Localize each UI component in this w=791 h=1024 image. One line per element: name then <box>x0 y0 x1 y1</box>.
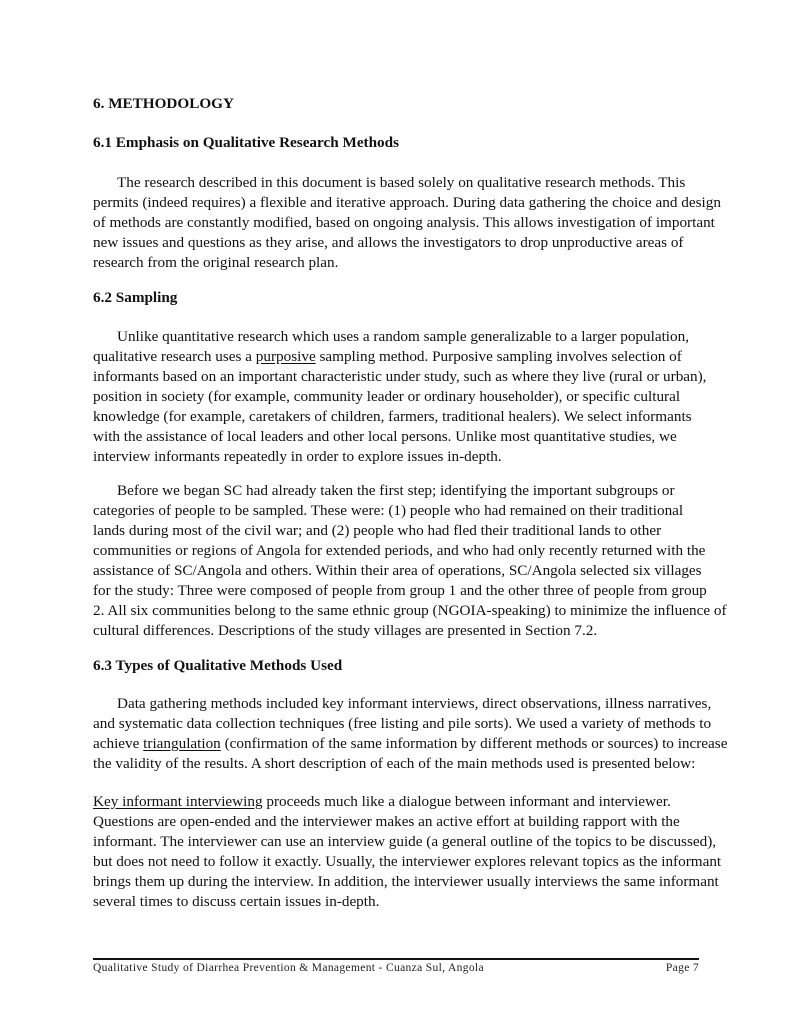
paragraph-sampling <box>93 327 707 467</box>
text-line: The research described in this document is based solely on qualitative research methods. This <box>117 174 686 191</box>
term-triangulation: triangulation <box>143 735 221 752</box>
text-line: knowledge (for example, caretakers of children, farmers, traditional healers). We select informants <box>93 408 692 425</box>
text-line: position in society (for example, community leader or ordinary householder), or specific cultural <box>93 388 681 405</box>
text-line <box>93 792 703 812</box>
text-fragment: qualitative research uses a <box>93 348 256 365</box>
footer-title: Qualitative Study of Diarrhea Prevention & Management - Cuanza Sul, Angola <box>93 962 484 974</box>
text-line: communities or regions of Angola for extended periods, and who had only recently returned with the <box>93 542 706 559</box>
text-fragment: sampling method. Purposive sampling involves selection of <box>315 348 682 365</box>
text-line <box>93 734 728 754</box>
page-number: Page 7 <box>665 962 699 974</box>
section-heading-6-3: 6.3 Types of Qualitative Methods Used <box>93 657 343 674</box>
text-line: brings them up during the interview. In addition, the interviewer usually interviews the same informant <box>93 873 719 890</box>
text-line: permits (indeed requires) a flexible and iterative approach. During data gathering the choice and design <box>93 194 721 211</box>
text-line: assistance of SC/Angola and others. Within their area of operations, SC/Angola selected six villages <box>93 562 702 579</box>
text-line: 2. All six communities belong to the same ethnic group (NGOIA-speaking) to minimize the influence of <box>93 602 727 619</box>
text-line: informant. The interviewer can use an interview guide (a general outline of the topics to be discussed), <box>93 833 717 850</box>
text-line: interview informants repeatedly in order to explore issues in-depth. <box>93 448 502 465</box>
term-purposive: purposive <box>255 348 316 365</box>
text-line: new issues and questions as they arise, and allows the investigators to drop unproductive areas of <box>93 234 684 251</box>
chapter-heading: 6. METHODOLOGY <box>93 95 234 112</box>
paragraph-qualitative-methods <box>93 173 721 273</box>
section-heading-6-1: 6.1 Emphasis on Qualitative Research Methods <box>93 134 400 151</box>
text-line: Questions are open-ended and the interviewer makes an active effort at building rapport with the <box>93 813 680 830</box>
section-heading-6-2: 6.2 Sampling <box>93 289 178 306</box>
page-footer <box>93 962 699 974</box>
paragraph-subgroups <box>93 481 727 641</box>
text-fragment: proceeds much like a dialogue between informant and interviewer. <box>262 793 671 810</box>
text-line: with the assistance of local leaders and other local persons. Unlike most quantitative studies, we <box>93 428 677 445</box>
text-line <box>93 347 703 367</box>
text-line: several times to discuss certain issues in-depth. <box>93 893 380 910</box>
text-line: informants based on an important characteristic under study, such as where they live (rural or urban), <box>93 368 707 385</box>
text-line: Before we began SC had already taken the first step; identifying the important subgroups or <box>117 482 675 499</box>
text-fragment: (confirmation of the same information by different methods or sources) to increase <box>220 735 728 752</box>
term-key-informant-interviewing: Key informant interviewing <box>93 793 263 810</box>
paragraph-data-gathering <box>93 694 728 774</box>
text-line: Data gathering methods included key informant interviews, direct observations, illness narratives, <box>117 695 712 712</box>
text-line: but does not need to follow it exactly. Usually, the interviewer explores relevant topics as the informant <box>93 853 722 870</box>
text-line: for the study: Three were composed of people from group 1 and the other three of people from group <box>93 582 707 599</box>
text-line: lands during most of the civil war; and (2) people who had fled their traditional lands to other <box>93 522 662 539</box>
footer-divider <box>93 958 699 960</box>
text-line: categories of people to be sampled. These were: (1) people who had remained on their traditional <box>93 502 684 519</box>
text-line: the validity of the results. A short description of each of the main methods used is presented below: <box>93 755 696 772</box>
text-line: research from the original research plan. <box>93 254 339 271</box>
text-line: cultural differences. Descriptions of the study villages are presented in Section 7.2. <box>93 622 598 639</box>
paragraph-key-informant <box>93 792 722 912</box>
text-line: and systematic data collection techniques (free listing and pile sorts). We used a variety of methods to <box>93 715 712 732</box>
text-line: of methods are constantly modified, based on ongoing analysis. This allows investigation of important <box>93 214 715 231</box>
text-fragment: achieve <box>93 735 144 752</box>
text-line: Unlike quantitative research which uses a random sample generalizable to a larger population, <box>117 328 689 345</box>
